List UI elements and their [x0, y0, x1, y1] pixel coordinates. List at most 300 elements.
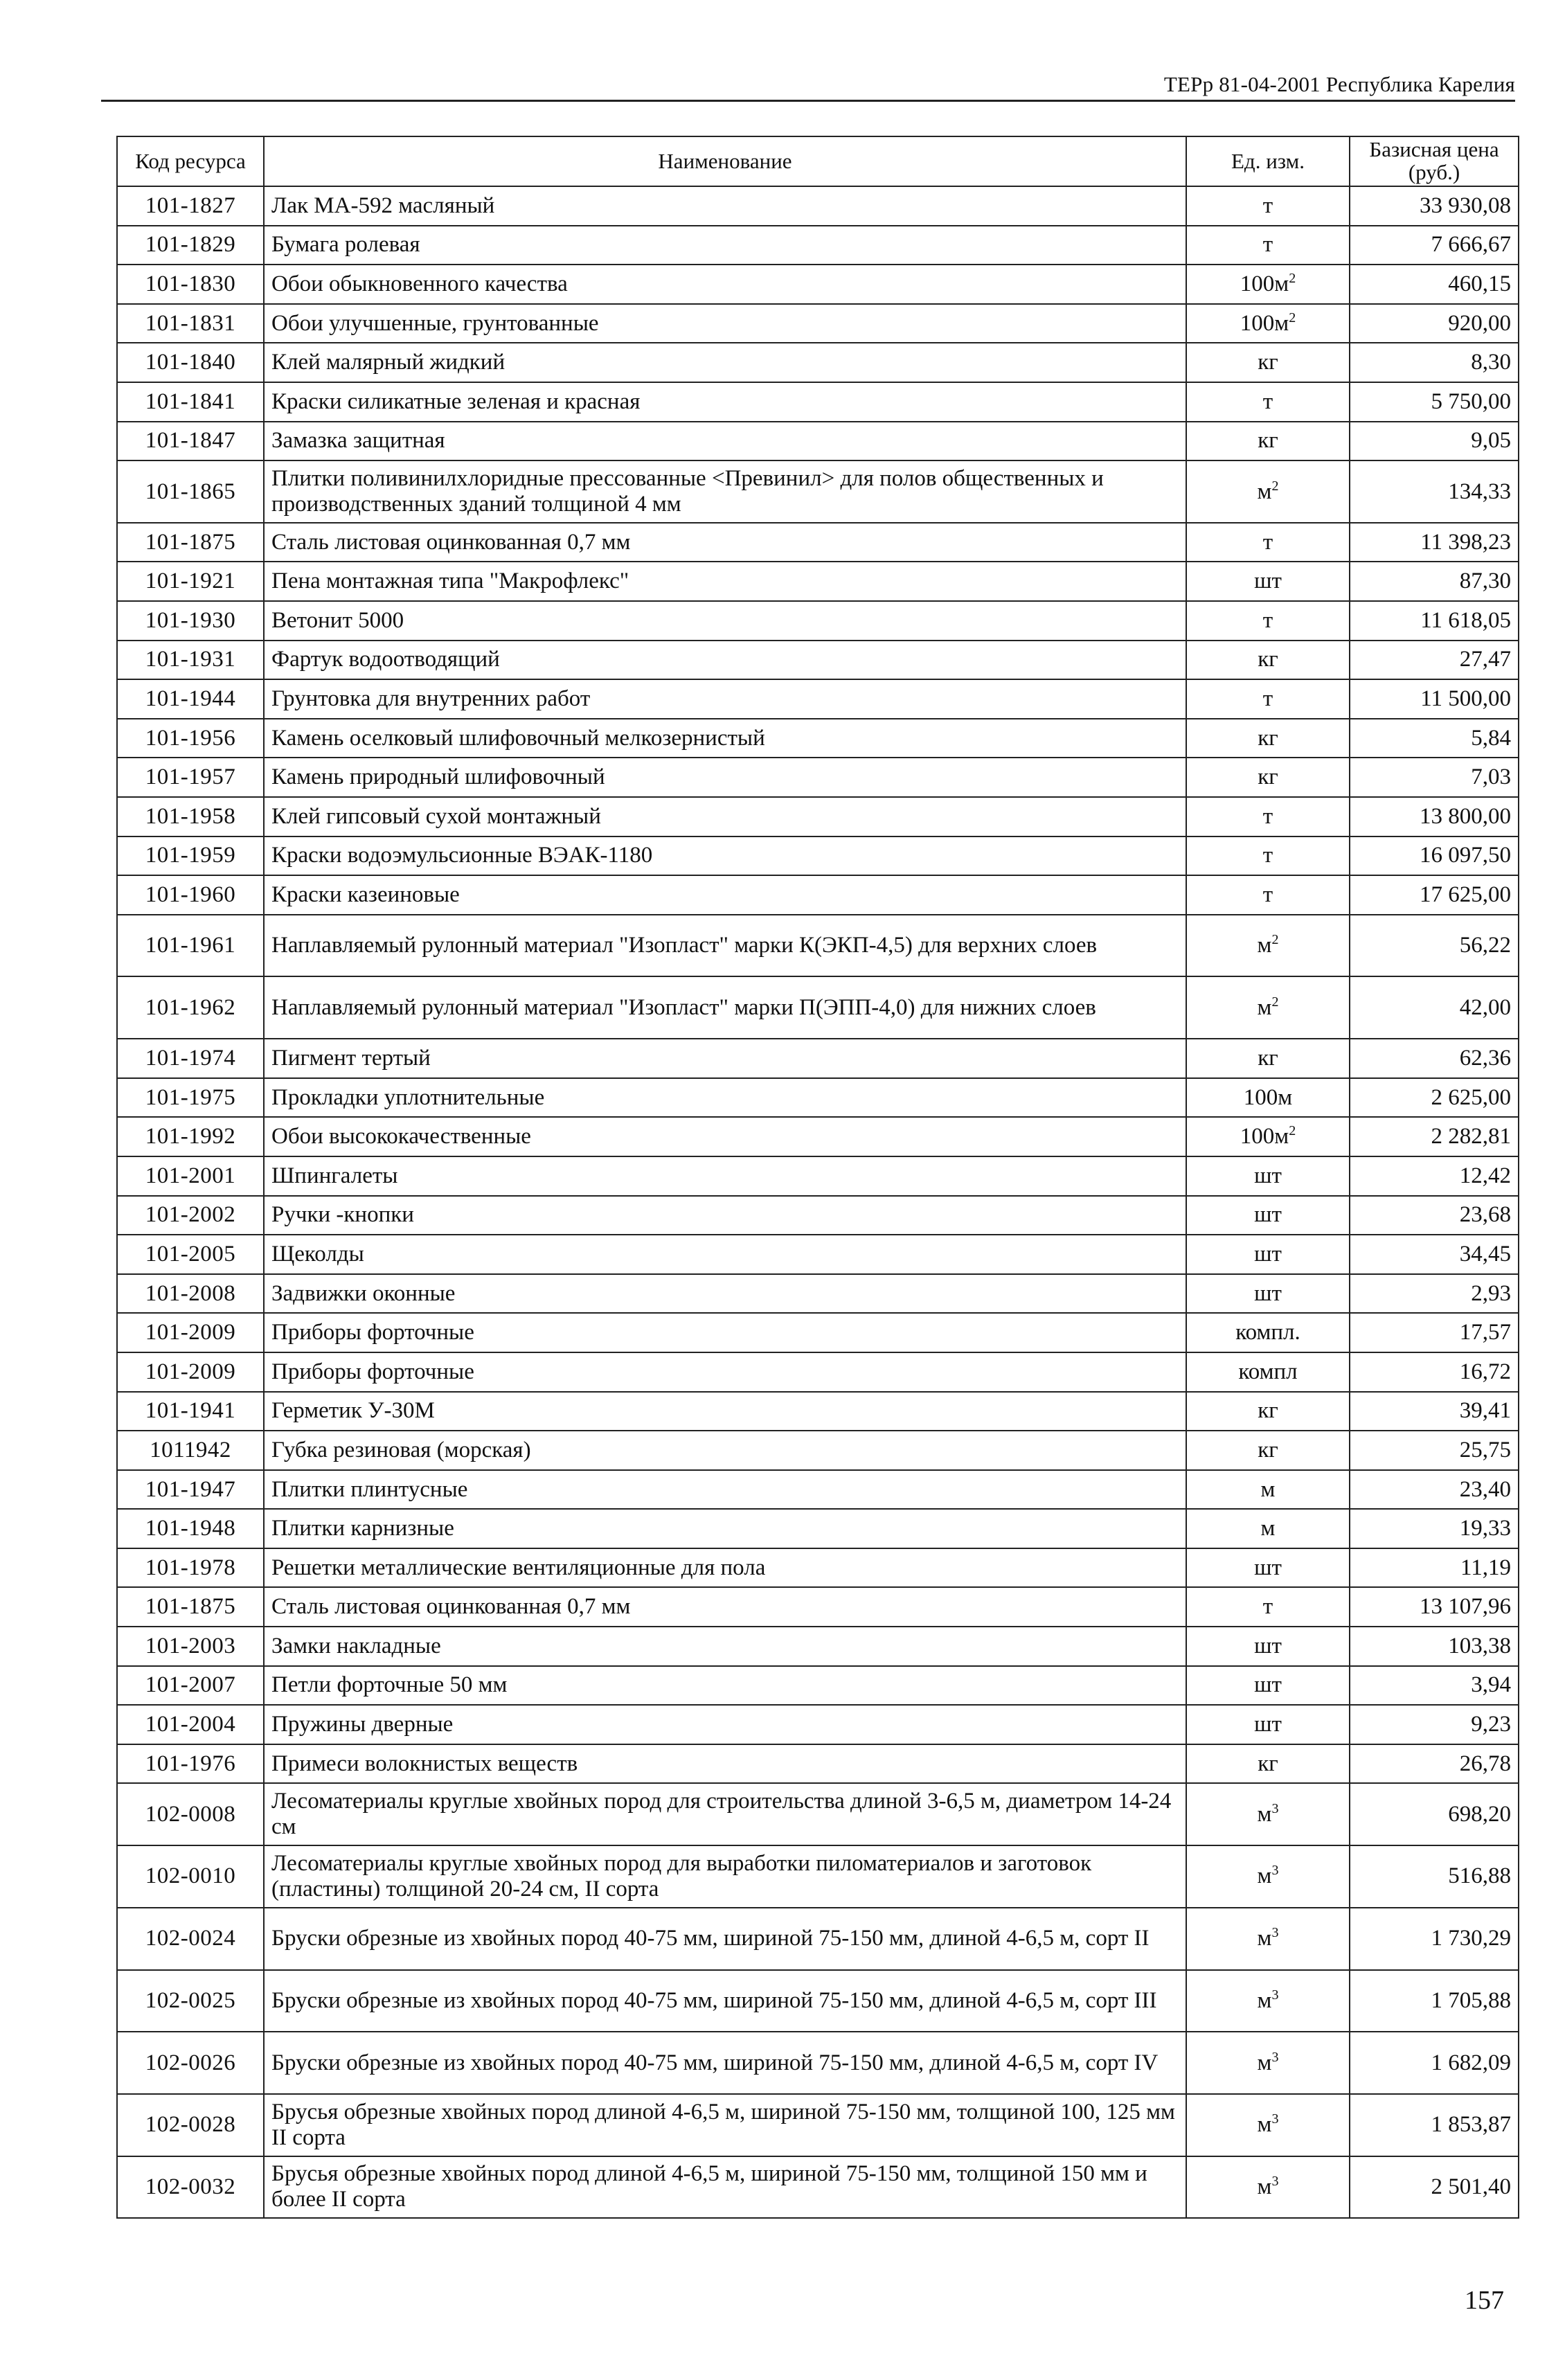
- resource-name-cell: Наплавляемый рулонный материал "Изопласт" марки П(ЭПП-4,0) для нижних слоев: [264, 976, 1186, 1039]
- table-row: [117, 875, 1519, 915]
- base-price-cell: 9,05: [1350, 422, 1519, 461]
- base-price-cell: 2,93: [1350, 1274, 1519, 1314]
- table-row: [117, 1783, 1519, 1845]
- unit-cell: [1186, 2156, 1350, 2219]
- table-row: [117, 1431, 1519, 1470]
- table-row: [117, 1156, 1519, 1196]
- base-price-cell: 2 282,81: [1350, 1117, 1519, 1156]
- unit-cell: [1186, 562, 1350, 601]
- resource-code-cell: 101-1930: [117, 601, 264, 641]
- resource-code-cell: 101-1841: [117, 382, 264, 422]
- unit-cell: [1186, 1705, 1350, 1744]
- table-row: [117, 1744, 1519, 1784]
- resource-name-cell: Приборы форточные: [264, 1313, 1186, 1352]
- base-price-cell: 698,20: [1350, 1783, 1519, 1845]
- resource-code-cell: 101-1976: [117, 1744, 264, 1784]
- resource-code-cell: 102-0025: [117, 1970, 264, 2032]
- resource-code-cell: 1011942: [117, 1431, 264, 1470]
- unit-text: кг: [1258, 764, 1278, 790]
- table-row: [117, 1117, 1519, 1156]
- resource-name-cell: Брусья обрезные хвойных пород длиной 4-6,5 м, шириной 75-150 мм, толщиной 100, 125 мм II сорта: [264, 2094, 1186, 2156]
- resource-code-cell: 101-1931: [117, 641, 264, 680]
- table-row: [117, 1627, 1519, 1666]
- unit-exponent: 2: [1289, 1123, 1296, 1139]
- resource-code-cell: 102-0032: [117, 2156, 264, 2219]
- column-header-name: Наименование: [264, 136, 1186, 186]
- resource-name-cell: Клей малярный жидкий: [264, 343, 1186, 382]
- unit-text: т: [1262, 232, 1273, 258]
- column-header-price: [1350, 136, 1519, 186]
- resource-code-cell: 101-2009: [117, 1352, 264, 1392]
- unit-cell: [1186, 343, 1350, 382]
- table-body: [117, 186, 1519, 2218]
- unit-text: т: [1262, 882, 1273, 907]
- table-row: [117, 1970, 1519, 2032]
- resource-code-cell: 101-1944: [117, 679, 264, 719]
- resource-code-cell: 101-1978: [117, 1548, 264, 1588]
- base-price-cell: 8,30: [1350, 343, 1519, 382]
- unit-text: кг: [1258, 1045, 1278, 1071]
- unit-text: т: [1262, 529, 1273, 555]
- resource-code-cell: 101-1921: [117, 562, 264, 601]
- resource-code-cell: 101-2008: [117, 1274, 264, 1314]
- unit-cell: [1186, 758, 1350, 797]
- base-price-cell: 26,78: [1350, 1744, 1519, 1784]
- resource-name-cell: Камень природный шлифовочный: [264, 758, 1186, 797]
- resource-name-cell: Обои улучшенные, грунтованные: [264, 304, 1186, 343]
- unit-exponent: 3: [1271, 2049, 1279, 2065]
- resource-name-cell: Пигмент тертый: [264, 1039, 1186, 1078]
- resource-name-cell: Брусья обрезные хвойных пород длиной 4-6,5 м, шириной 75-150 мм, толщиной 150 мм и более II сорта: [264, 2156, 1186, 2219]
- resource-name-cell: Фартук водоотводящий: [264, 641, 1186, 680]
- table-row: [117, 460, 1519, 523]
- resource-code-cell: 101-1831: [117, 304, 264, 343]
- unit-text: шт: [1254, 1202, 1282, 1228]
- unit-text: кг: [1258, 1398, 1278, 1424]
- unit-cell: [1186, 1196, 1350, 1235]
- table-row: [117, 601, 1519, 641]
- resource-name-cell: Щеколды: [264, 1235, 1186, 1274]
- unit-text: кг: [1258, 725, 1278, 751]
- unit-text: м: [1257, 1987, 1272, 2013]
- unit-text: шт: [1254, 1555, 1282, 1580]
- base-price-cell: 9,23: [1350, 1705, 1519, 1744]
- resource-code-cell: 101-1960: [117, 875, 264, 915]
- resource-price-table: [116, 136, 1519, 2219]
- table-row: [117, 1078, 1519, 1118]
- table-row: [117, 679, 1519, 719]
- unit-exponent: 2: [1271, 478, 1279, 494]
- resource-code-cell: 101-1975: [117, 1078, 264, 1118]
- base-price-cell: 1 705,88: [1350, 1970, 1519, 2032]
- base-price-cell: 516,88: [1350, 1845, 1519, 1908]
- unit-text: 100м: [1243, 1084, 1293, 1110]
- base-price-cell: 16,72: [1350, 1352, 1519, 1392]
- resource-name-cell: Обои обыкновенного качества: [264, 265, 1186, 304]
- unit-text: шт: [1254, 569, 1282, 594]
- base-price-cell: 23,40: [1350, 1470, 1519, 1510]
- resource-name-cell: Наплавляемый рулонный материал "Изопласт" марки К(ЭКП-4,5) для верхних слоев: [264, 915, 1186, 977]
- unit-text: шт: [1254, 1163, 1282, 1188]
- unit-cell: [1186, 1313, 1350, 1352]
- resource-code-cell: 101-1865: [117, 460, 264, 523]
- resource-code-cell: 101-1875: [117, 523, 264, 562]
- table-row: [117, 523, 1519, 562]
- resource-code-cell: 102-0008: [117, 1783, 264, 1845]
- resource-code-cell: 101-2004: [117, 1705, 264, 1744]
- resource-name-cell: Бруски обрезные из хвойных пород 40-75 мм, шириной 75-150 мм, длиной 4-6,5 м, сорт III: [264, 1970, 1186, 2032]
- unit-text: кг: [1258, 1437, 1278, 1462]
- unit-text: 100м: [1240, 310, 1289, 336]
- resource-code-cell: 101-1958: [117, 797, 264, 836]
- resource-code-cell: 101-1992: [117, 1117, 264, 1156]
- resource-name-cell: Решетки металлические вентиляционные для пола: [264, 1548, 1186, 1588]
- base-price-cell: 7 666,67: [1350, 226, 1519, 265]
- resource-code-cell: 101-1875: [117, 1587, 264, 1627]
- base-price-cell: 34,45: [1350, 1235, 1519, 1274]
- unit-cell: [1186, 679, 1350, 719]
- document-header-title: ТЕРр 81-04-2001 Республика Карелия: [1163, 72, 1515, 96]
- unit-text: кг: [1258, 428, 1278, 454]
- base-price-cell: 1 853,87: [1350, 2094, 1519, 2156]
- table-row: [117, 2156, 1519, 2219]
- unit-exponent: 3: [1271, 1800, 1279, 1816]
- resource-name-cell: Примеси волокнистых веществ: [264, 1744, 1186, 1784]
- table-row: [117, 1039, 1519, 1078]
- base-price-cell: 1 682,09: [1350, 2032, 1519, 2094]
- base-price-cell: 56,22: [1350, 915, 1519, 977]
- table-row: [117, 797, 1519, 836]
- table-row: [117, 1235, 1519, 1274]
- table-row: [117, 382, 1519, 422]
- unit-text: т: [1262, 388, 1273, 414]
- unit-cell: [1186, 1845, 1350, 1908]
- unit-cell: [1186, 641, 1350, 680]
- unit-cell: [1186, 1352, 1350, 1392]
- base-price-cell: 19,33: [1350, 1509, 1519, 1548]
- resource-name-cell: Краски казеиновые: [264, 875, 1186, 915]
- base-price-cell: 13 107,96: [1350, 1587, 1519, 1627]
- table-row: [117, 1313, 1519, 1352]
- resource-code-cell: 101-1961: [117, 915, 264, 977]
- table-row: [117, 1908, 1519, 1970]
- base-price-cell: 2 501,40: [1350, 2156, 1519, 2219]
- unit-cell: [1186, 836, 1350, 876]
- unit-cell: [1186, 1548, 1350, 1588]
- resource-name-cell: Приборы форточные: [264, 1352, 1186, 1392]
- resource-code-cell: 101-1847: [117, 422, 264, 461]
- resource-code-cell: 101-1956: [117, 719, 264, 758]
- column-header-price-line1: Базисная цена: [1369, 137, 1499, 162]
- table-row: [117, 304, 1519, 343]
- unit-exponent: 3: [1271, 1987, 1279, 2003]
- table-row: [117, 641, 1519, 680]
- unit-cell: [1186, 382, 1350, 422]
- table-row: [117, 1196, 1519, 1235]
- resource-name-cell: Бумага ролевая: [264, 226, 1186, 265]
- unit-text: м: [1260, 1516, 1276, 1541]
- base-price-cell: 460,15: [1350, 265, 1519, 304]
- unit-cell: [1186, 601, 1350, 641]
- resource-name-cell: Замазка защитная: [264, 422, 1186, 461]
- table-row: [117, 1470, 1519, 1510]
- resource-code-cell: 101-1941: [117, 1392, 264, 1431]
- table-row: [117, 422, 1519, 461]
- table-row: [117, 2094, 1519, 2156]
- resource-name-cell: Бруски обрезные из хвойных пород 40-75 мм, шириной 75-150 мм, длиной 4-6,5 м, сорт IV: [264, 2032, 1186, 2094]
- table-row: [117, 1274, 1519, 1314]
- unit-cell: [1186, 1744, 1350, 1784]
- base-price-cell: 920,00: [1350, 304, 1519, 343]
- resource-code-cell: 101-2002: [117, 1196, 264, 1235]
- base-price-cell: 1 730,29: [1350, 1908, 1519, 1970]
- unit-cell: [1186, 304, 1350, 343]
- resource-name-cell: Сталь листовая оцинкованная 0,7 мм: [264, 523, 1186, 562]
- unit-exponent: 3: [1271, 1863, 1279, 1879]
- resource-name-cell: Грунтовка для внутренних работ: [264, 679, 1186, 719]
- base-price-cell: 27,47: [1350, 641, 1519, 680]
- resource-name-cell: Клей гипсовый сухой монтажный: [264, 797, 1186, 836]
- unit-cell: [1186, 797, 1350, 836]
- unit-exponent: 2: [1289, 310, 1296, 325]
- base-price-cell: 25,75: [1350, 1431, 1519, 1470]
- unit-cell: [1186, 719, 1350, 758]
- table-row: [117, 1392, 1519, 1431]
- unit-cell: [1186, 1117, 1350, 1156]
- resource-code-cell: 101-2005: [117, 1235, 264, 1274]
- unit-cell: [1186, 2032, 1350, 2094]
- base-price-cell: 11,19: [1350, 1548, 1519, 1588]
- resource-code-cell: 101-1829: [117, 226, 264, 265]
- unit-text: кг: [1258, 350, 1278, 375]
- unit-cell: [1186, 1235, 1350, 1274]
- table-row: [117, 1666, 1519, 1706]
- column-header-code: Код ресурса: [117, 136, 264, 186]
- resource-code-cell: 101-1830: [117, 265, 264, 304]
- unit-text: м: [1257, 478, 1272, 504]
- unit-cell: [1186, 186, 1350, 226]
- table-row: [117, 1587, 1519, 1627]
- base-price-cell: 17 625,00: [1350, 875, 1519, 915]
- resource-code-cell: 102-0026: [117, 2032, 264, 2094]
- resource-code-cell: 101-1974: [117, 1039, 264, 1078]
- base-price-cell: 12,42: [1350, 1156, 1519, 1196]
- unit-text: м: [1257, 933, 1272, 958]
- table-row: [117, 915, 1519, 977]
- resource-name-cell: Задвижки оконные: [264, 1274, 1186, 1314]
- table-row: [117, 1509, 1519, 1548]
- base-price-cell: 62,36: [1350, 1039, 1519, 1078]
- unit-text: м: [1257, 2174, 1272, 2199]
- unit-text: т: [1262, 686, 1273, 712]
- table-row: [117, 562, 1519, 601]
- base-price-cell: 5 750,00: [1350, 382, 1519, 422]
- unit-cell: [1186, 1627, 1350, 1666]
- resource-name-cell: Бруски обрезные из хвойных пород 40-75 мм, шириной 75-150 мм, длиной 4-6,5 м, сорт II: [264, 1908, 1186, 1970]
- resource-name-cell: Шпингалеты: [264, 1156, 1186, 1196]
- base-price-cell: 87,30: [1350, 562, 1519, 601]
- table-row: [117, 719, 1519, 758]
- table-row: [117, 1705, 1519, 1744]
- base-price-cell: 39,41: [1350, 1392, 1519, 1431]
- unit-cell: [1186, 523, 1350, 562]
- unit-text: м: [1257, 2112, 1272, 2138]
- unit-exponent: 2: [1289, 271, 1296, 286]
- unit-cell: [1186, 1908, 1350, 1970]
- table-row: [117, 976, 1519, 1039]
- resource-code-cell: 101-2003: [117, 1627, 264, 1666]
- table-row: [117, 2032, 1519, 2094]
- resource-name-cell: Краски водоэмульсионные ВЭАК-1180: [264, 836, 1186, 876]
- resource-name-cell: Сталь листовая оцинкованная 0,7 мм: [264, 1587, 1186, 1627]
- unit-cell: [1186, 1509, 1350, 1548]
- unit-cell: [1186, 1078, 1350, 1118]
- base-price-cell: 11 618,05: [1350, 601, 1519, 641]
- resource-name-cell: Краски силикатные зеленая и красная: [264, 382, 1186, 422]
- unit-text: 100м: [1240, 1124, 1289, 1149]
- resource-code-cell: 102-0028: [117, 2094, 264, 2156]
- unit-cell: [1186, 1392, 1350, 1431]
- resource-name-cell: Плитки карнизные: [264, 1509, 1186, 1548]
- resource-code-cell: 101-2007: [117, 1666, 264, 1706]
- unit-cell: [1186, 1783, 1350, 1845]
- resource-code-cell: 101-1959: [117, 836, 264, 876]
- resource-name-cell: Ручки -кнопки: [264, 1196, 1186, 1235]
- base-price-cell: 11 500,00: [1350, 679, 1519, 719]
- base-price-cell: 16 097,50: [1350, 836, 1519, 876]
- unit-cell: [1186, 1587, 1350, 1627]
- resource-name-cell: Герметик У-30М: [264, 1392, 1186, 1431]
- table-row: [117, 226, 1519, 265]
- unit-cell: [1186, 460, 1350, 523]
- unit-exponent: 3: [1271, 2111, 1279, 2127]
- unit-text: шт: [1254, 1280, 1282, 1306]
- resource-name-cell: Замки накладные: [264, 1627, 1186, 1666]
- resource-code-cell: 101-1947: [117, 1470, 264, 1510]
- resource-name-cell: Плитки поливинилхлоридные прессованные <Превинил> для полов общественных и производственных зданий толщиной 4 мм: [264, 460, 1186, 523]
- resource-name-cell: Лак МА-592 масляный: [264, 186, 1186, 226]
- unit-text: компл: [1238, 1359, 1298, 1384]
- unit-text: т: [1262, 1594, 1273, 1620]
- unit-cell: [1186, 2094, 1350, 2156]
- unit-text: м: [1257, 1926, 1272, 1951]
- base-price-cell: 33 930,08: [1350, 186, 1519, 226]
- unit-cell: [1186, 875, 1350, 915]
- resource-name-cell: Камень оселковый шлифовочный мелкозернистый: [264, 719, 1186, 758]
- base-price-cell: 11 398,23: [1350, 523, 1519, 562]
- resource-code-cell: 101-1948: [117, 1509, 264, 1548]
- base-price-cell: 134,33: [1350, 460, 1519, 523]
- base-price-cell: 42,00: [1350, 976, 1519, 1039]
- resource-code-cell: 101-1827: [117, 186, 264, 226]
- unit-text: т: [1262, 803, 1273, 829]
- resource-code-cell: 101-1962: [117, 976, 264, 1039]
- table-row: [117, 343, 1519, 382]
- base-price-cell: 7,03: [1350, 758, 1519, 797]
- unit-text: м: [1257, 2050, 1272, 2075]
- header-divider: [101, 100, 1515, 102]
- unit-text: кг: [1258, 1751, 1278, 1776]
- unit-cell: [1186, 226, 1350, 265]
- base-price-cell: 3,94: [1350, 1666, 1519, 1706]
- column-header-unit: Ед. изм.: [1186, 136, 1350, 186]
- resource-name-cell: Лесоматериалы круглые хвойных пород для выработки пиломатериалов и заготовок (пластины) толщиной 20-24 см, II сорта: [264, 1845, 1186, 1908]
- unit-text: шт: [1254, 1241, 1282, 1267]
- resource-name-cell: Пена монтажная типа "Макрофлекс": [264, 562, 1186, 601]
- unit-text: шт: [1254, 1633, 1282, 1658]
- base-price-cell: 5,84: [1350, 719, 1519, 758]
- unit-text: шт: [1254, 1672, 1282, 1698]
- unit-text: м: [1257, 994, 1272, 1020]
- table-row: [117, 1352, 1519, 1392]
- unit-cell: [1186, 422, 1350, 461]
- unit-cell: [1186, 1470, 1350, 1510]
- unit-text: т: [1262, 607, 1273, 633]
- table-row: [117, 836, 1519, 876]
- resource-name-cell: Лесоматериалы круглые хвойных пород для строительства длиной 3-6,5 м, диаметром 14-24 см: [264, 1783, 1186, 1845]
- unit-exponent: 3: [1271, 2173, 1279, 2189]
- resource-name-cell: Ветонит 5000: [264, 601, 1186, 641]
- base-price-cell: 13 800,00: [1350, 797, 1519, 836]
- resource-code-cell: 101-1957: [117, 758, 264, 797]
- unit-text: м: [1257, 1801, 1272, 1827]
- resource-name-cell: Прокладки уплотнительные: [264, 1078, 1186, 1118]
- unit-text: кг: [1258, 647, 1278, 672]
- unit-cell: [1186, 265, 1350, 304]
- unit-text: т: [1262, 193, 1273, 218]
- resource-code-cell: 101-1840: [117, 343, 264, 382]
- resource-name-cell: Обои высококачественные: [264, 1117, 1186, 1156]
- table-row: [117, 758, 1519, 797]
- unit-cell: [1186, 1039, 1350, 1078]
- unit-cell: [1186, 1274, 1350, 1314]
- unit-cell: [1186, 1666, 1350, 1706]
- unit-cell: [1186, 1156, 1350, 1196]
- unit-cell: [1186, 976, 1350, 1039]
- unit-exponent: 2: [1271, 994, 1279, 1010]
- resource-code-cell: 101-2009: [117, 1313, 264, 1352]
- resource-code-cell: 102-0024: [117, 1908, 264, 1970]
- unit-text: м: [1260, 1476, 1276, 1502]
- resource-code-cell: 101-2001: [117, 1156, 264, 1196]
- table-header-row: [117, 136, 1519, 186]
- table-row: [117, 1548, 1519, 1588]
- resource-name-cell: Петли форточные 50 мм: [264, 1666, 1186, 1706]
- resource-name-cell: Плитки плинтусные: [264, 1470, 1186, 1510]
- resource-code-cell: 102-0010: [117, 1845, 264, 1908]
- unit-cell: [1186, 915, 1350, 977]
- unit-cell: [1186, 1970, 1350, 2032]
- unit-text: компл.: [1235, 1320, 1300, 1345]
- unit-cell: [1186, 1431, 1350, 1470]
- column-header-price-line2: (руб.): [1408, 160, 1460, 184]
- resource-name-cell: Пружины дверные: [264, 1705, 1186, 1744]
- unit-text: шт: [1254, 1712, 1282, 1737]
- unit-exponent: 3: [1271, 1925, 1279, 1941]
- base-price-cell: 23,68: [1350, 1196, 1519, 1235]
- table-row: [117, 186, 1519, 226]
- resource-name-cell: Губка резиновая (морская): [264, 1431, 1186, 1470]
- table-row: [117, 1845, 1519, 1908]
- base-price-cell: 17,57: [1350, 1313, 1519, 1352]
- base-price-cell: 103,38: [1350, 1627, 1519, 1666]
- unit-text: 100м: [1240, 271, 1289, 296]
- unit-text: т: [1262, 843, 1273, 868]
- unit-text: м: [1257, 1863, 1272, 1889]
- page-number: 157: [1465, 2286, 1504, 2315]
- base-price-cell: 2 625,00: [1350, 1078, 1519, 1118]
- table-row: [117, 265, 1519, 304]
